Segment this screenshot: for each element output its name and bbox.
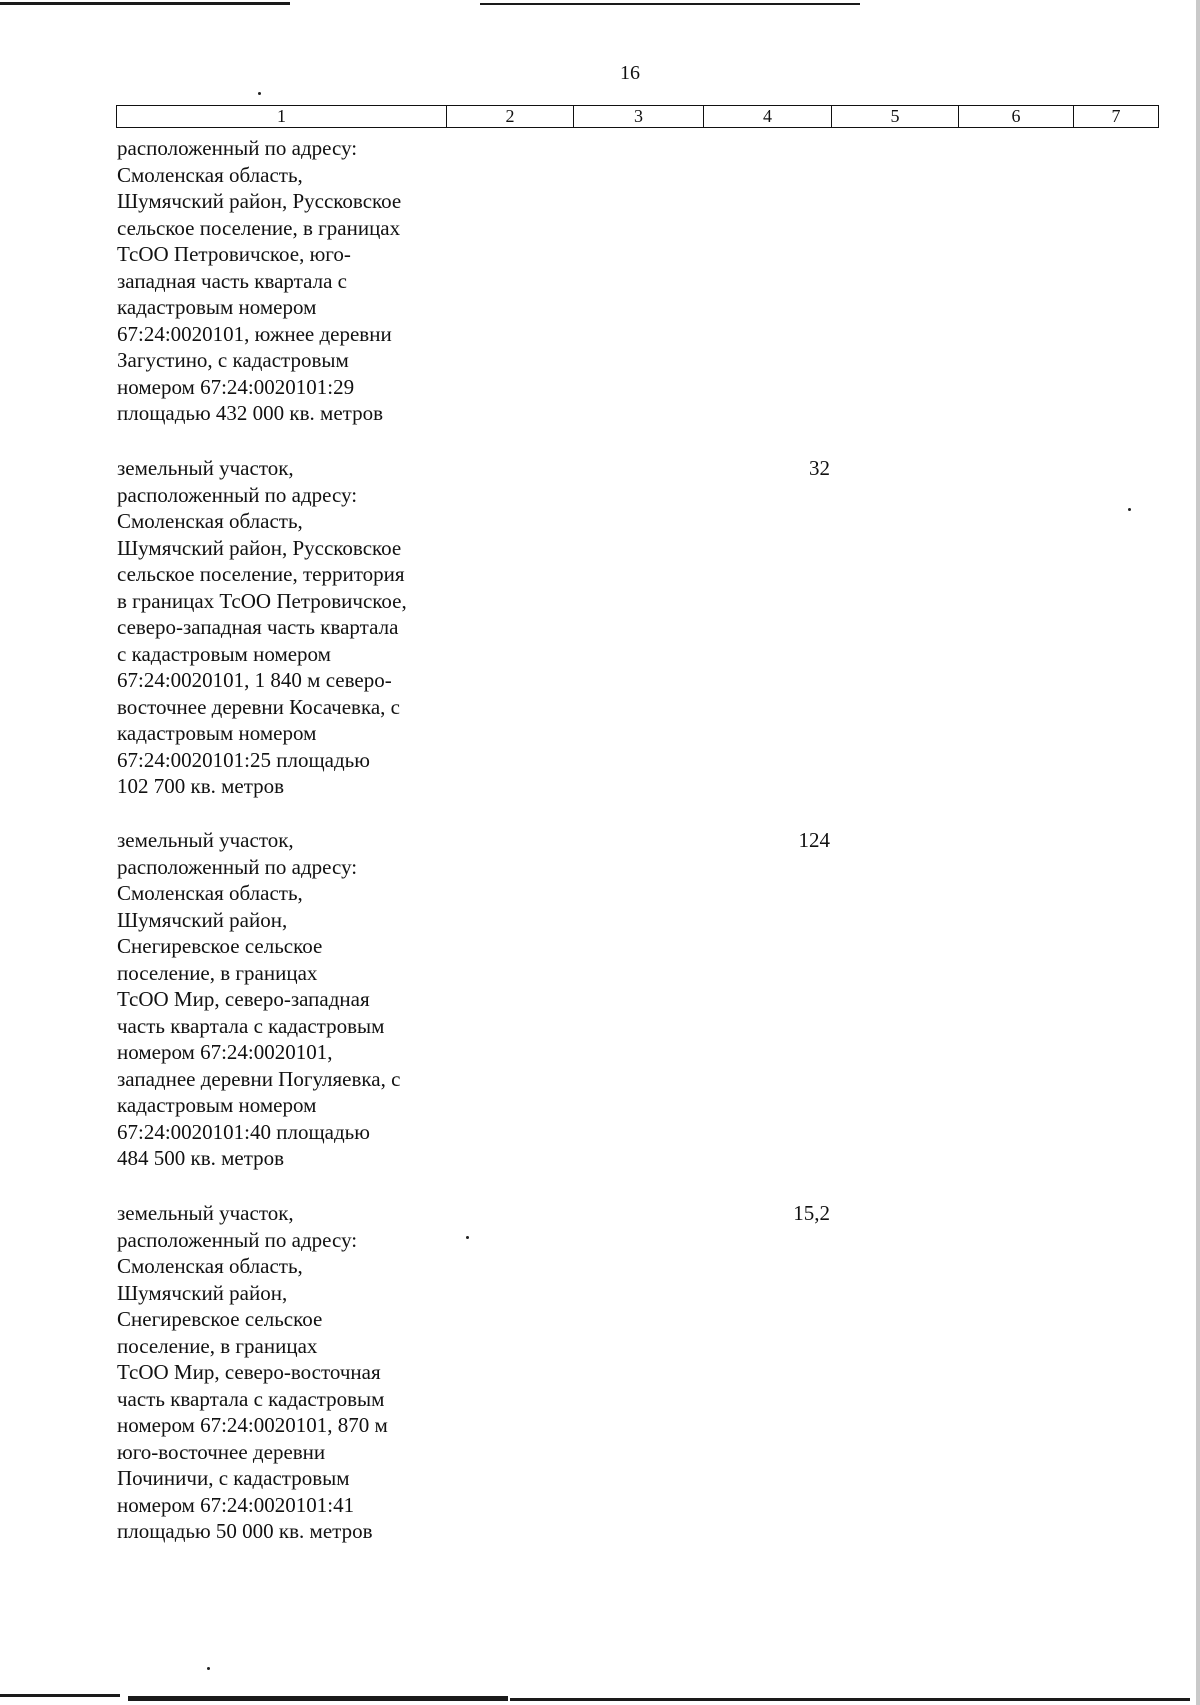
- land-plot-value: 32: [809, 456, 830, 480]
- scan-artifact-top: [0, 2, 290, 5]
- scan-artifact-bottom: [0, 1694, 120, 1697]
- scan-speck: [207, 1667, 210, 1670]
- scan-artifact-bottom-far: [510, 1698, 1190, 1701]
- column-header: 4: [704, 106, 832, 128]
- column-header: 2: [447, 106, 574, 128]
- land-plot-description: земельный участок, расположенный по адресу: Смоленская область, Шумячский район, Снегиревское сельское поселение, в границах ТсОО Мир, северо-западная часть квартала с кадастровым номером 67:24:0020101, западнее деревни Погуляевка, с кадастровым номером 67:24:0020101:40 площадью 484 500 кв. метров: [117, 828, 401, 1170]
- column-header: 5: [832, 106, 959, 128]
- column-header: 7: [1074, 106, 1159, 128]
- land-plot-entry: [117, 1200, 830, 1545]
- scan-artifact-top-right: [480, 3, 860, 5]
- column-header-row: [117, 106, 1159, 128]
- land-plot-entry: [117, 455, 830, 800]
- column-header-table: [116, 105, 1159, 128]
- column-header: 6: [959, 106, 1074, 128]
- land-plot-description: расположенный по адресу: Смоленская область, Шумячский район, Руссковское сельское поселение, в границах ТсОО Петровичское, юго- западная часть квартала с кадастровым номером 67:24:0020101, южнее деревни Загустино, с кадастровым номером 67:24:0020101:29 площадью 432 000 кв. метров: [117, 136, 402, 425]
- scan-artifact-bottom-right: [128, 1696, 508, 1701]
- land-plot-entry: [117, 135, 477, 427]
- land-plot-description: земельный участок, расположенный по адресу: Смоленская область, Шумячский район, Снегиревское сельское поселение, в границах ТсОО Мир, северо-восточная часть квартала с кадастровым номером 67:24:0020101, 870 м юго-восточнее деревни Починичи, с кадастровым номером 67:24:0020101:41 площадью 50 000 кв. метров: [117, 1201, 388, 1543]
- land-plot-value: 15,2: [793, 1201, 830, 1225]
- scan-edge: [1196, 0, 1200, 1705]
- column-header: 1: [117, 106, 447, 128]
- land-plot-entry: [117, 827, 830, 1172]
- page-number: 16: [620, 62, 640, 84]
- land-plot-value: 124: [798, 828, 830, 852]
- scan-speck: [1128, 508, 1131, 511]
- scan-speck: [258, 92, 261, 95]
- column-header: 3: [574, 106, 704, 128]
- land-plot-description: земельный участок, расположенный по адресу: Смоленская область, Шумячский район, Руссковское сельское поселение, территория в границах ТсОО Петровичское, северо-западная часть квартала с кадастровым номером 67:24:0020101, 1 840 м северо- восточнее деревни Косачевка, с кадастровым номером 67:24:0020101:25 площадью 102 700 кв. метров: [117, 456, 407, 798]
